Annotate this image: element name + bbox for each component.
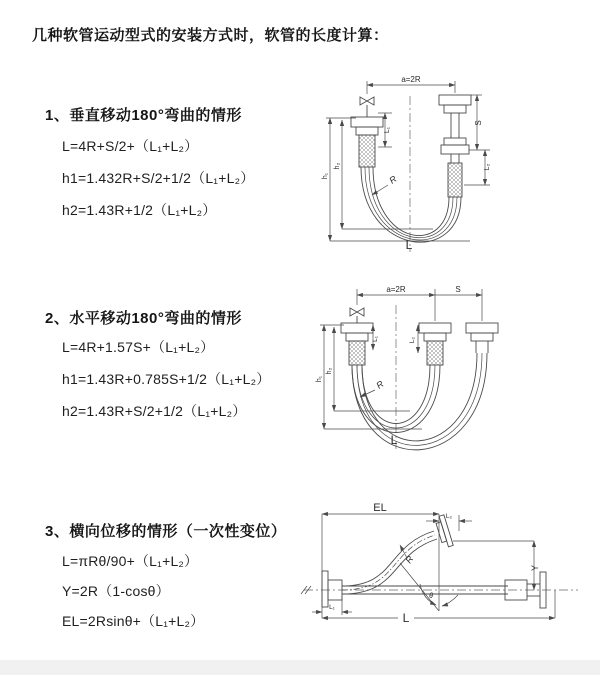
dim-l2-label: L₂ (445, 513, 453, 520)
dim-a2r-label: a=2R (401, 75, 421, 84)
page-footer-strip (0, 660, 600, 675)
dim-h2-label: h₂ (326, 367, 333, 375)
radius-label: R (387, 173, 399, 186)
dim-h1-label: h₁ (322, 172, 329, 180)
dimension-labels (329, 502, 540, 625)
hose-u-curve (361, 167, 461, 242)
valve-icon (350, 308, 364, 323)
section-1-formula-h2: h2=1.43R+1/2（L₁+L₂） (62, 202, 217, 218)
dim-l2-label: L₂ (484, 163, 491, 171)
dim-a2r-label: a=2R (386, 285, 406, 294)
angle-theta-label: θ (429, 593, 433, 600)
dim-h2-label: h₂ (334, 162, 341, 170)
section-3-formula-Y: Y=2R（1-cosθ） (62, 583, 170, 599)
dim-l1-label: L₁ (384, 126, 391, 134)
dim-y-label: Y (530, 564, 540, 572)
section-3-formula-L: L=πRθ/90+（L₁+L₂） (62, 553, 199, 569)
dimension-lines (320, 289, 482, 429)
vertical-move-180-bend-diagram (308, 66, 584, 262)
section-3-heading: 3、横向位移的情形（一次性变位） (45, 523, 287, 540)
dim-s-label: S (455, 285, 461, 294)
middle-pipe-fitting (419, 323, 451, 365)
section-2-heading: 2、水平移动180°弯曲的情形 (45, 310, 242, 327)
lateral-displacement-diagram (298, 501, 594, 649)
left-pipe-fitting (351, 117, 383, 167)
left-flange-fitting (322, 571, 342, 607)
dimension-labels (322, 75, 491, 252)
right-pipe-fitting (466, 323, 498, 353)
section-2-formula-h2: h2=1.43R+S/2+1/2（L₁+L₂） (62, 403, 247, 419)
radius-label: R (374, 378, 386, 391)
dim-l1-label: L₁ (372, 336, 379, 342)
left-pipe-fitting (341, 323, 373, 365)
length-label: L (405, 238, 413, 252)
section-1-formula-L: L=4R+S/2+（L₁+L₂） (62, 138, 199, 154)
dim-l2-label: L₂ (409, 336, 416, 344)
page-title: 几种软管运动型式的安装方式时，软管的长度计算： (32, 27, 389, 44)
section-2-formula-h1: h1=1.43R+0.785S+1/2（L₁+L₂） (62, 371, 271, 387)
displaced-hose-s-curve (342, 531, 437, 594)
length-label: L (390, 433, 398, 447)
horizontal-move-180-bend-diagram (310, 281, 594, 459)
section-2-formula-L: L=4R+1.57S+（L₁+L₂） (62, 339, 215, 355)
valve-icon (360, 97, 374, 117)
section-1-formula-h1: h1=1.432R+S/2+1/2（L₁+L₂） (62, 170, 255, 186)
dimension-lines (312, 514, 555, 618)
dim-h1-label: h₁ (316, 375, 323, 383)
section-3-formula-EL: EL=2Rsinθ+（L₁+L₂） (62, 613, 205, 629)
section-1-heading: 1、垂直移动180°弯曲的情形 (45, 107, 242, 124)
length-label: L (402, 611, 410, 625)
dim-s-label: S (474, 120, 483, 126)
radius-label: R (403, 554, 416, 566)
hose-u-curve-displaced (352, 353, 487, 450)
right-pipe-fitting (439, 95, 471, 197)
dim-el-label: EL (373, 502, 387, 514)
dim-l1-label: L₁ (329, 604, 335, 611)
